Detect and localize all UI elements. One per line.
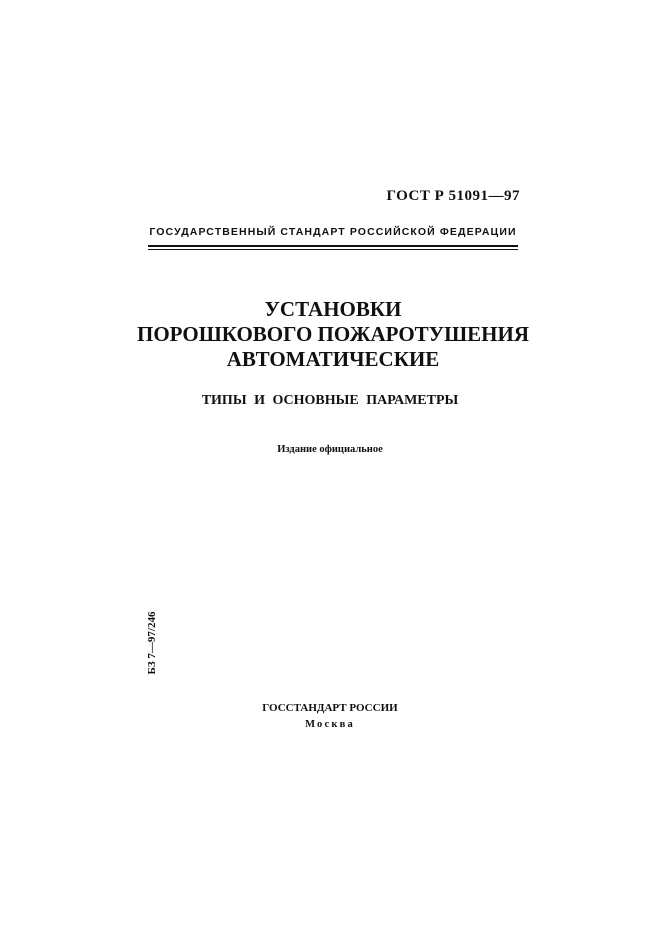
publisher-name: ГОССТАНДАРТ РОССИИ <box>262 702 398 714</box>
banner-rule-thin <box>148 249 518 250</box>
standard-banner: ГОСУДАРСТВЕННЫЙ СТАНДАРТ РОССИЙСКОЙ ФЕДЕРАЦИИ <box>149 226 517 238</box>
banner-rule-thick <box>148 245 518 247</box>
title-line-3: АВТОМАТИЧЕСКИЕ <box>226 347 440 371</box>
standard-number: ГОСТ Р 51091—97 <box>386 188 520 204</box>
publisher-city: Москва <box>305 719 355 730</box>
title-line-1: УСТАНОВКИ <box>264 297 402 321</box>
side-catalog-code: БЗ 7—97/246 <box>146 611 158 675</box>
document-subtitle: ТИПЫ И ОСНОВНЫЕ ПАРАМЕТРЫ <box>201 393 459 408</box>
title-line-2: ПОРОШКОВОГО ПОЖАРОТУШЕНИЯ <box>136 322 529 346</box>
document-title <box>100 297 566 372</box>
edition-note: Издание официальное <box>277 444 383 455</box>
